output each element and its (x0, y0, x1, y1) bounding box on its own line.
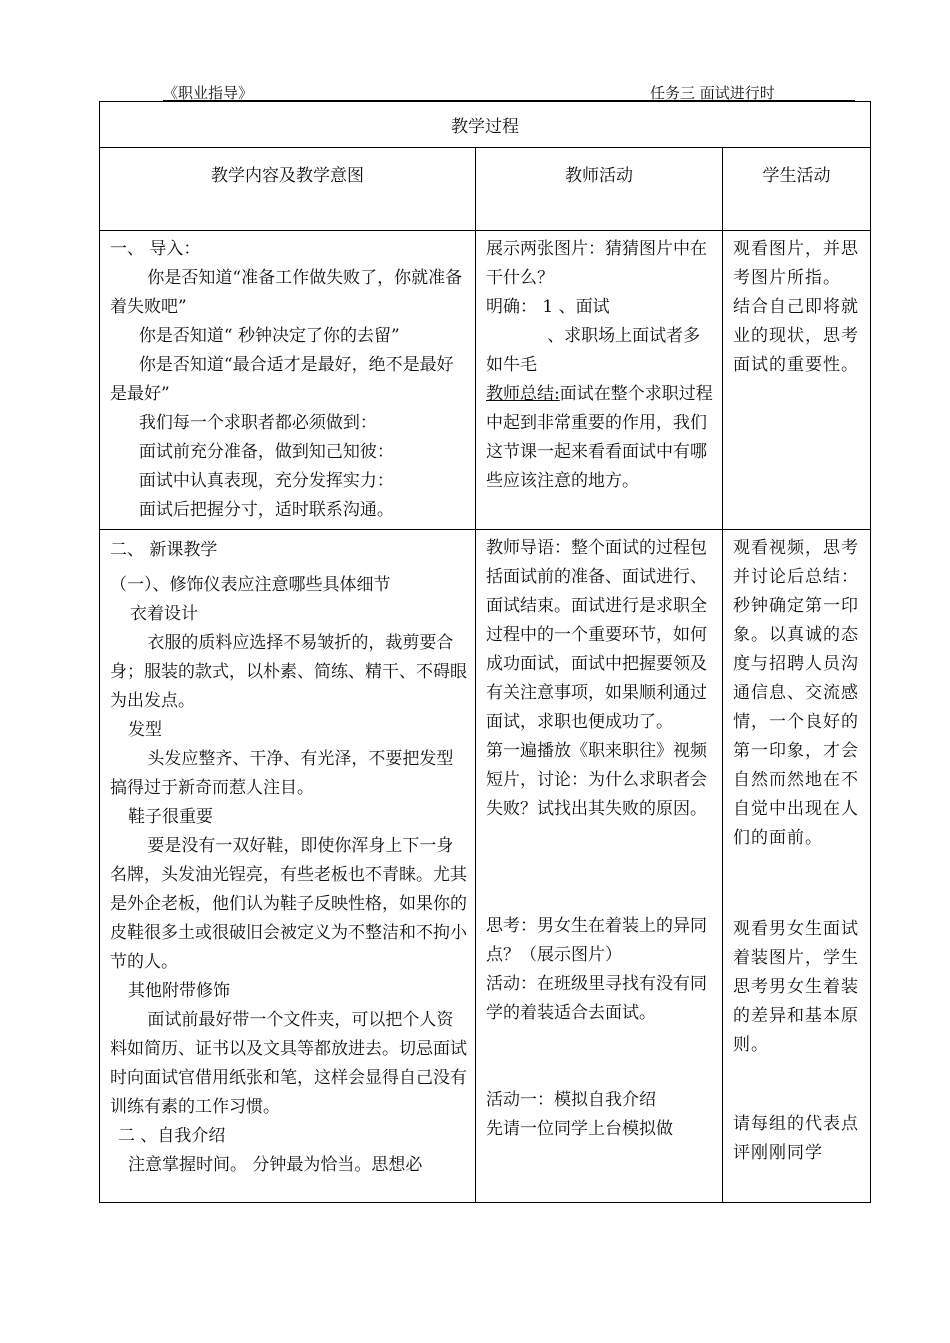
teacher-guide: 教师导语：整个面试的过程包括面试前的准备、面试进行、面试结束。面试进行是求职全过程中的一个重要环节，如何成功面试，面试中把握要领及有关注意事项，如果顺利通过面试，求职也便成功了。 (486, 538, 707, 732)
task-title: 任务三 面试进行时 (650, 84, 775, 102)
subsection-heading: 二 、自我介绍 (118, 1126, 226, 1146)
spacer (733, 1060, 862, 1110)
spacer (486, 1028, 714, 1086)
topic-title: 发型 (128, 720, 162, 740)
intro-teacher-cell (476, 231, 723, 530)
student-activity: 观看图片，并思考图片所指。 (733, 239, 859, 288)
student-activity: 请每组的代表点评刚刚同学 (733, 1114, 859, 1163)
teaching-process-table (99, 101, 871, 1203)
topic-title: 鞋子很重要 (128, 807, 213, 827)
intro-line: 面试后把握分寸，适时联系沟通。 (138, 500, 394, 520)
new-lesson-student-cell (723, 530, 871, 1203)
teacher-activity: 活动：在班级里寻找有没有同学的着装适合去面试。 (486, 974, 707, 1023)
column-header-teacher: 教师活动 (476, 148, 723, 231)
intro-line: 你是否知道“准备工作做失败了，你就准备着失败吧” (110, 268, 463, 317)
table-title: 教学过程 (100, 102, 871, 148)
intro-line: 你是否知道“ 秒钟决定了你的去留” (138, 326, 400, 346)
student-activity: 观看男女生面试着装图片，学生思考男女生着装的差异和基本原则。 (733, 919, 859, 1055)
topic-text: 头发应整齐、干净、有光泽，不要把发型搞得过于新奇而惹人注目。 (110, 749, 454, 798)
topic-title: 衣着设计 (130, 604, 198, 624)
topic-text: 要是没有一双好鞋，即使你浑身上下一身名牌，头发油光锃亮，有些老板也不青睐。尤其是外企老板，他们认为鞋子反映性格，如果你的皮鞋很多土或很破旧会被定义为不整洁和不拘小节的人。 (110, 836, 467, 972)
student-activity: 秒钟确定第一印象。以真诚的态度与招聘人员沟通信息、交流感情，一个良好的第一印象，才会自然而然地在不自觉中出现在人们的面前。 (733, 596, 859, 848)
spacer (733, 853, 862, 915)
teacher-act1: 活动一：模拟自我介绍 (486, 1090, 656, 1110)
new-lesson-teacher-cell (476, 530, 723, 1203)
topic-text: 衣服的质料应选择不易皱折的，裁剪要合身；服装的款式，以朴素、简练、精干、不碍眼为出发点。 (110, 633, 467, 711)
intro-line: 你是否知道“最合适才是最好，绝不是最好是最好” (110, 355, 454, 404)
teacher-video: 第一遍播放《职来职往》视频短片，讨论：为什么求职者会失败？试找出其失败的原因。 (486, 741, 707, 819)
teacher-clarify: 、求职场上面试者多如牛毛 (486, 326, 701, 375)
column-header-content: 教学内容及教学意图 (100, 148, 476, 231)
topic-text: 注意掌握时间。 分钟最为恰当。思想必 (128, 1155, 423, 1175)
teacher-clarify: 明确： 1 、面试 (486, 297, 610, 317)
teacher-intro: 展示两张图片：猜猜图片中在干什么？ (486, 239, 707, 288)
teacher-act1b: 先请一位同学上台模拟做 (486, 1119, 673, 1139)
teacher-summary (486, 380, 714, 496)
student-activity: 观看视频，思考并讨论后总结： (733, 538, 859, 587)
column-header-student: 学生活动 (723, 148, 871, 231)
teacher-think: 思考：男女生在着装上的异同点？（展示图片） (486, 916, 707, 965)
summary-text: 面试在整个求职过程中起到非常重要的作用，我们这节课一起来看看面试中有哪些应该注意的地方。 (486, 384, 713, 491)
intro-heading: 一、 导入： (110, 239, 201, 259)
student-activity: 结合自己即将就业的现状，思考面试的重要性。 (733, 297, 859, 375)
subsection-heading: （一）、修饰仪表应注意哪些具体细节 (110, 575, 391, 595)
new-lesson-content-cell (100, 530, 476, 1203)
topic-text: 面试前最好带一个文件夹，可以把个人资料如简历、证书以及文具等都放进去。切忌面试时向面试官借用纸张和笔，这样会显得自己没有训练有素的工作习惯。 (110, 1010, 467, 1117)
summary-label: 教师总结: (486, 384, 560, 404)
intro-line: 面试中认真表现，充分发挥实力： (138, 471, 394, 491)
spacer (486, 824, 714, 912)
intro-line: 面试前充分准备，做到知己知彼： (138, 442, 394, 462)
intro-content-cell (100, 231, 476, 530)
topic-title: 其他附带修饰 (128, 981, 230, 1001)
intro-student-cell (723, 231, 871, 530)
new-lesson-heading: 二、 新课教学 (110, 540, 218, 560)
intro-line: 我们每一个求职者都必须做到： (138, 413, 377, 433)
course-title: 《职业指导》 (163, 84, 254, 102)
